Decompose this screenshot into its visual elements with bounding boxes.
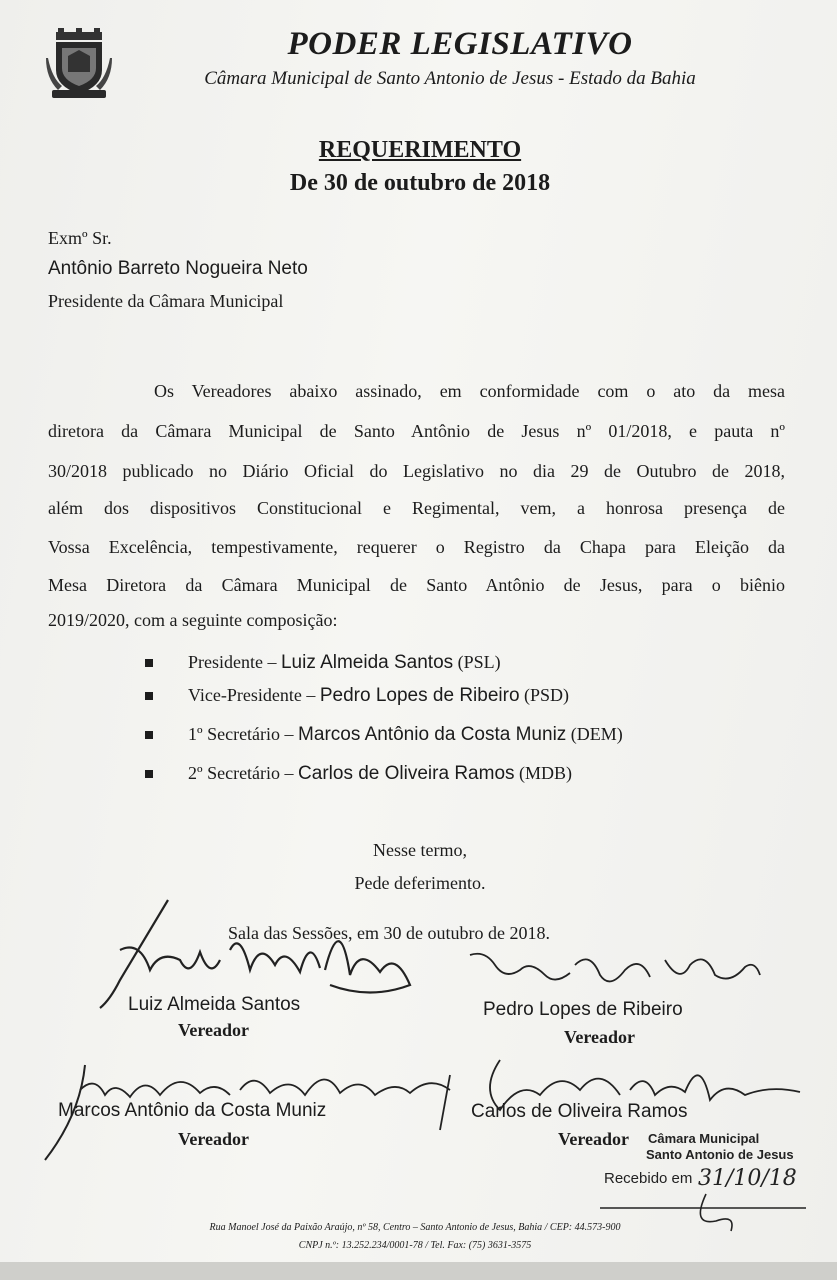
bullet-icon xyxy=(145,659,153,667)
bullet-icon xyxy=(145,731,153,739)
composition-item-first-secretary xyxy=(188,724,623,746)
signature-name: Luiz Almeida Santos xyxy=(128,994,301,1015)
signature-name: Carlos de Oliveira Ramos xyxy=(471,1101,688,1122)
body-line: Vossa Excelência, tempestivamente, requerer o Registro da Chapa para Eleição da xyxy=(48,537,785,557)
signature-role: Vereador xyxy=(564,1027,635,1047)
stamp-line: Câmara Municipal xyxy=(648,1131,760,1146)
composition-role: Vice-Presidente – xyxy=(188,685,316,705)
footer-address: Rua Manoel José da Paixão Araújo, nº 58, Centro – Santo Antonio de Jesus, Bahia / CEP: 44.573-900 xyxy=(209,1222,621,1233)
bullet-icon xyxy=(145,770,153,778)
body-line: 30/2018 publicado no Diário Oficial do Legislativo no dia 29 de Outubro de 2018, xyxy=(48,461,785,481)
addressee-name: Antônio Barreto Nogueira Neto xyxy=(48,258,308,279)
composition-role: 2º Secretário – xyxy=(188,763,294,783)
page-bottom-edge xyxy=(0,1262,837,1280)
document-date: De 30 de outubro de 2018 xyxy=(289,170,551,196)
signature-name: Marcos Antônio da Costa Muniz xyxy=(58,1100,327,1121)
closing-line: Pede deferimento. xyxy=(354,873,486,893)
closing-line: Nesse termo, xyxy=(373,840,467,860)
signature-role: Vereador xyxy=(178,1020,249,1040)
composition-name: Luiz Almeida Santos xyxy=(280,652,454,673)
composition-item-president xyxy=(188,652,501,674)
footer-contact: CNPJ n.º: 13.252.234/0001-78 / Tel. Fax: (75) 3631-3575 xyxy=(298,1240,532,1251)
bullet-icon xyxy=(145,692,153,700)
composition-party: (DEM) xyxy=(570,724,623,744)
stamp-received-date: 31/10/18 xyxy=(698,1166,797,1191)
document-title: REQUERIMENTO xyxy=(318,137,522,163)
composition-party: (PSD) xyxy=(524,685,570,705)
salutation: Exmº Sr. xyxy=(48,228,112,248)
place-and-date: Sala das Sessões, em 30 de outubro de 2018. xyxy=(228,923,550,943)
stamp-received-label: Recebido em xyxy=(604,1170,693,1187)
signature-role: Vereador xyxy=(558,1129,629,1149)
signature-role: Vereador xyxy=(178,1129,249,1149)
header-subtitle: Câmara Municipal de Santo Antonio de Jesus - Estado da Bahia xyxy=(204,68,696,89)
addressee-role: Presidente da Câmara Municipal xyxy=(48,291,284,311)
body-line: Mesa Diretora da Câmara Municipal de Santo Antônio de Jesus, para o biênio xyxy=(48,575,785,595)
stamp-line: Santo Antonio de Jesus xyxy=(646,1147,794,1162)
composition-party: (MDB) xyxy=(519,763,573,783)
composition-item-vice-president xyxy=(188,685,569,707)
composition-name: Marcos Antônio da Costa Muniz xyxy=(298,724,567,745)
body-line: diretora da Câmara Municipal de Santo Antônio de Jesus nº 01/2018, e pauta nº xyxy=(48,421,785,441)
composition-role: Presidente – xyxy=(188,652,277,672)
body-line: além dos dispositivos Constitucional e Regimental, vem, a honrosa presença de xyxy=(48,498,785,518)
composition-item-second-secretary xyxy=(188,763,572,785)
composition-role: 1º Secretário – xyxy=(188,724,294,744)
body-line: Os Vereadores abaixo assinado, em conformidade com o ato da mesa xyxy=(154,381,785,401)
municipal-coat-of-arms-icon xyxy=(46,28,112,100)
signature-scribble-luiz xyxy=(80,890,440,1010)
composition-name: Carlos de Oliveira Ramos xyxy=(298,763,515,784)
signature-name: Pedro Lopes de Ribeiro xyxy=(483,999,683,1020)
body-line: 2019/2020, com a seguinte composição: xyxy=(48,610,338,630)
composition-name: Pedro Lopes de Ribeiro xyxy=(319,685,520,706)
signature-scribble-pedro xyxy=(465,945,765,1005)
composition-party: (PSL) xyxy=(457,652,501,672)
header-title: PODER LEGISLATIVO xyxy=(287,26,633,62)
